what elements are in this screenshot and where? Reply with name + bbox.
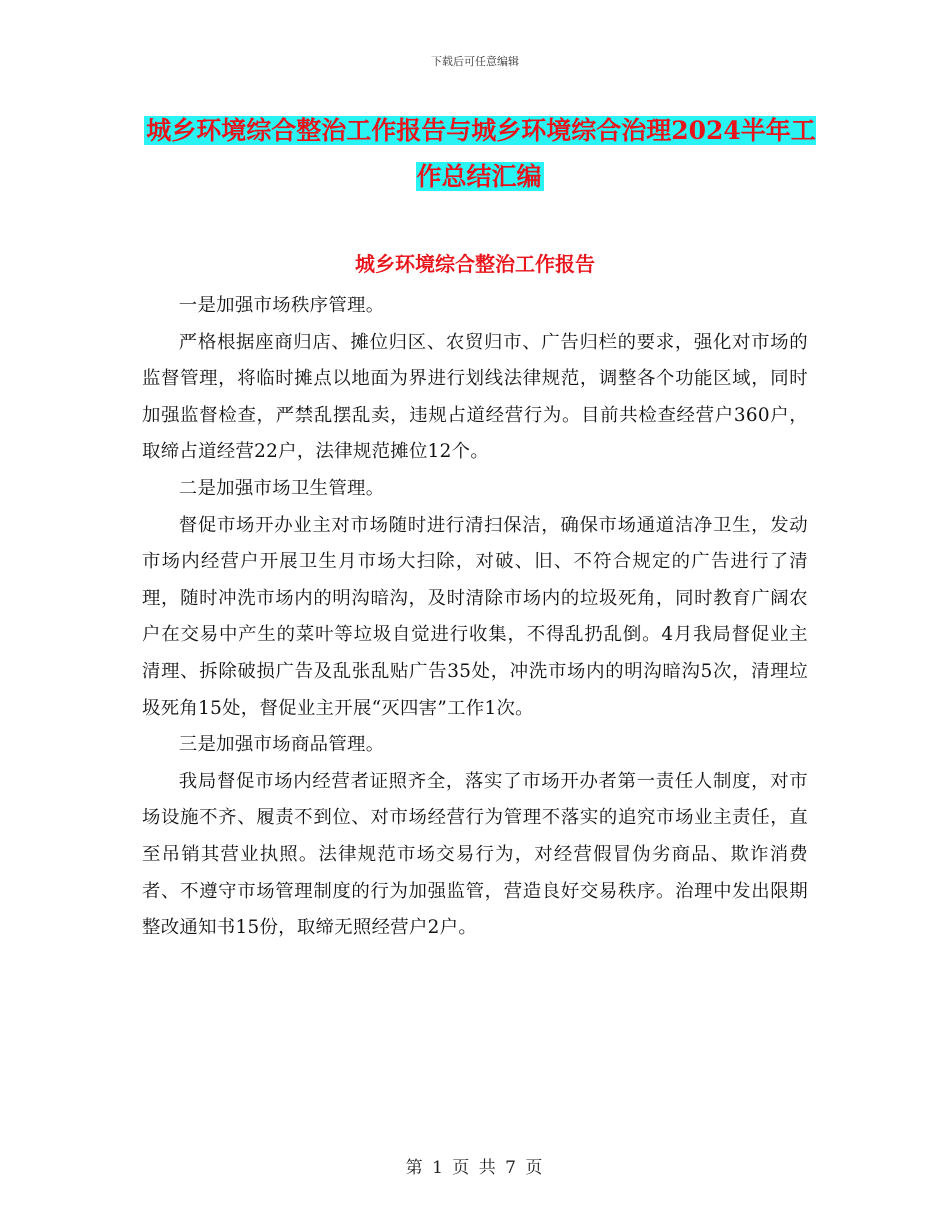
document-title: [140, 108, 820, 200]
paragraph-heading-2: 二是加强市场卫生管理。: [178, 477, 385, 499]
section-title: 城乡环境综合整治工作报告: [355, 252, 595, 276]
paragraph: 督促市场开办业主对市场随时进行清扫保洁，确保市场通道洁净卫生，发动市场内经营户开展卫生月市场大扫除，对破、旧、不符合规定的广告进行了清理，随时冲洗市场内的明沟暗沟，及时清除市场内的垃圾死角，同时教育广阔农户在交易中产生的菜叶等垃圾自觉进行收集，不得乱扔乱倒。4月我局督促业主清理、拆除破损广告及乱张乱贴广告35处，冲洗市场内的明沟暗沟5次，清理垃圾死角15处，督促业主开展“灭四害”工作1次。: [142, 514, 808, 719]
header-note: 下载后可任意编辑: [431, 55, 519, 68]
page-footer: 第 1 页 共 7 页: [405, 1158, 545, 1178]
paragraph-heading-1: 一是加强市场秩序管理。: [178, 295, 385, 316]
paragraph-heading-3: 三是加强市场商品管理。: [178, 734, 385, 756]
paragraph: 我局督促市场内经营者证照齐全，落实了市场开办者第一责任人制度，对市场设施不齐、履责不到位、对市场经营行为管理不落实的追究市场业主责任，直至吊销其营业执照。法律规范市场交易行为，对经营假冒伪劣商品、欺诈消费者、不遵守市场管理制度的行为加强监管，营造良好交易秩序。治理中发出限期整改通知书15份，取缔无照经营户2户。: [142, 770, 808, 939]
paragraph: 严格根据座商归店、摊位归区、农贸归市、广告归栏的要求，强化对市场的监督管理，将临时摊点以地面为界进行划线法律规范，调整各个功能区域，同时加强监督检查，严禁乱摆乱卖，违规占道经营行为。目前共检查经营户360户，取缔占道经营22户，法律规范摊位12个。: [142, 331, 808, 463]
document-body: [142, 288, 808, 947]
document-title-text: 城乡环境综合整治工作报告与城乡环境综合治理2024半年工作总结汇编: [146, 116, 816, 191]
